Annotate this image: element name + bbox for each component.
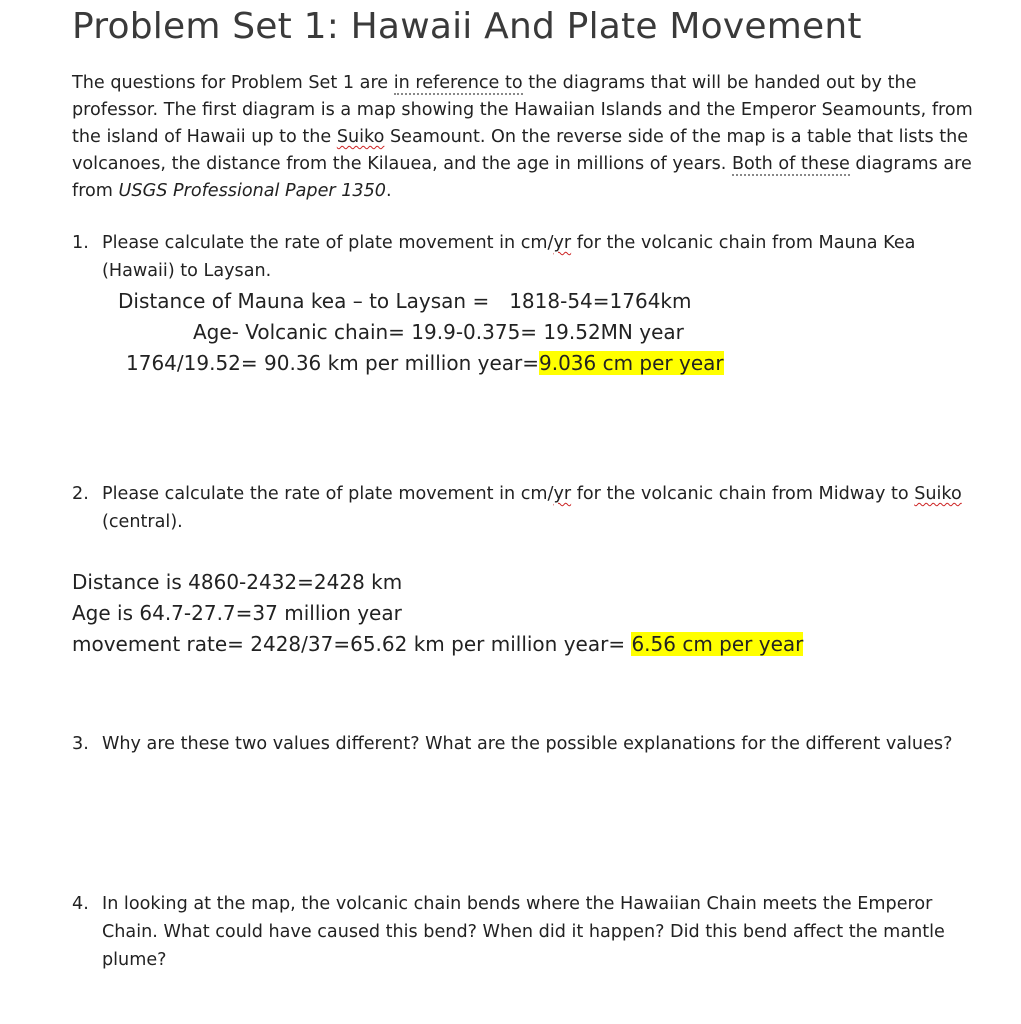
answer2-result-highlight: 6.56 cm per year bbox=[631, 632, 804, 656]
question-number: 3. bbox=[72, 734, 89, 754]
intro-paragraph bbox=[72, 70, 997, 205]
answer1-line2: Age- Volcanic chain= 19.9-0.375= 19.52MN year bbox=[193, 320, 684, 344]
question-yr-word: yr bbox=[553, 484, 572, 504]
intro-text-2: the diagrams that will be handed out by the professor. The first diagram is a map showing the Hawaiian Islands and the Emperor Seamounts, from the island of Hawaii up to the bbox=[72, 73, 973, 147]
question-text: Why are these two values different? What are the possible explanations for the different values? bbox=[102, 734, 953, 754]
question-number: 2. bbox=[72, 484, 89, 504]
answer1-distance-label: Distance of Mauna kea – to Laysan = bbox=[118, 289, 490, 313]
answer1-line3 bbox=[126, 348, 724, 378]
answer2-rate-text: movement rate= 2428/37=65.62 km per million year= bbox=[72, 632, 632, 656]
intro-end: . bbox=[386, 181, 392, 201]
question-number: 4. bbox=[72, 894, 89, 914]
question-text-part: for the volcanic chain from Midway to bbox=[571, 484, 915, 504]
answer1-distance-value: 1818-54=1764km bbox=[509, 289, 692, 313]
question-suiko-word: Suiko bbox=[914, 484, 962, 504]
intro-both-phrase: Both of these bbox=[731, 154, 850, 174]
intro-source: USGS Professional Paper 1350 bbox=[118, 181, 386, 201]
answer2-line3 bbox=[72, 629, 803, 659]
answer1-rate-text: 1764/19.52= 90.36 km per million year= bbox=[126, 351, 539, 375]
question-yr-word: yr bbox=[553, 233, 572, 253]
intro-text-3: Seamount. On the reverse side of the map is a table that lists the volcanoes, the distance from the Kilauea, and the age in millions of years. bbox=[72, 127, 969, 174]
intro-text-4: diagrams are from bbox=[72, 154, 972, 201]
question-text bbox=[102, 229, 992, 285]
question-text bbox=[102, 480, 992, 536]
answer1-result-highlight: 9.036 cm per year bbox=[538, 351, 724, 375]
answer2-line2: Age is 64.7-27.7=37 million year bbox=[72, 601, 402, 625]
intro-reference-phrase: in reference to bbox=[393, 73, 523, 93]
question-text-part: Please calculate the rate of plate movement in cm/ bbox=[102, 484, 554, 504]
question-text-part: (central). bbox=[102, 512, 183, 532]
answer2-line1: Distance is 4860-2432=2428 km bbox=[72, 570, 403, 594]
question-text-part: Please calculate the rate of plate movement in cm/ bbox=[102, 233, 554, 253]
intro-suiko-word: Suiko bbox=[336, 127, 385, 147]
question-text: In looking at the map, the volcanic chain bends where the Hawaiian Chain meets the Emperor Chain. What could have caused this bend? When did it happen? Did this bend affect the mantle plume? bbox=[102, 894, 945, 970]
question-text-part: for the volcanic chain from Mauna Kea (Hawaii) to Laysan. bbox=[102, 233, 916, 281]
question-number: 1. bbox=[72, 233, 89, 253]
page-title: Problem Set 1: Hawaii And Plate Movement bbox=[72, 6, 862, 47]
intro-text-1: The questions for Problem Set 1 are bbox=[72, 73, 394, 93]
answer1-line1 bbox=[118, 286, 692, 316]
